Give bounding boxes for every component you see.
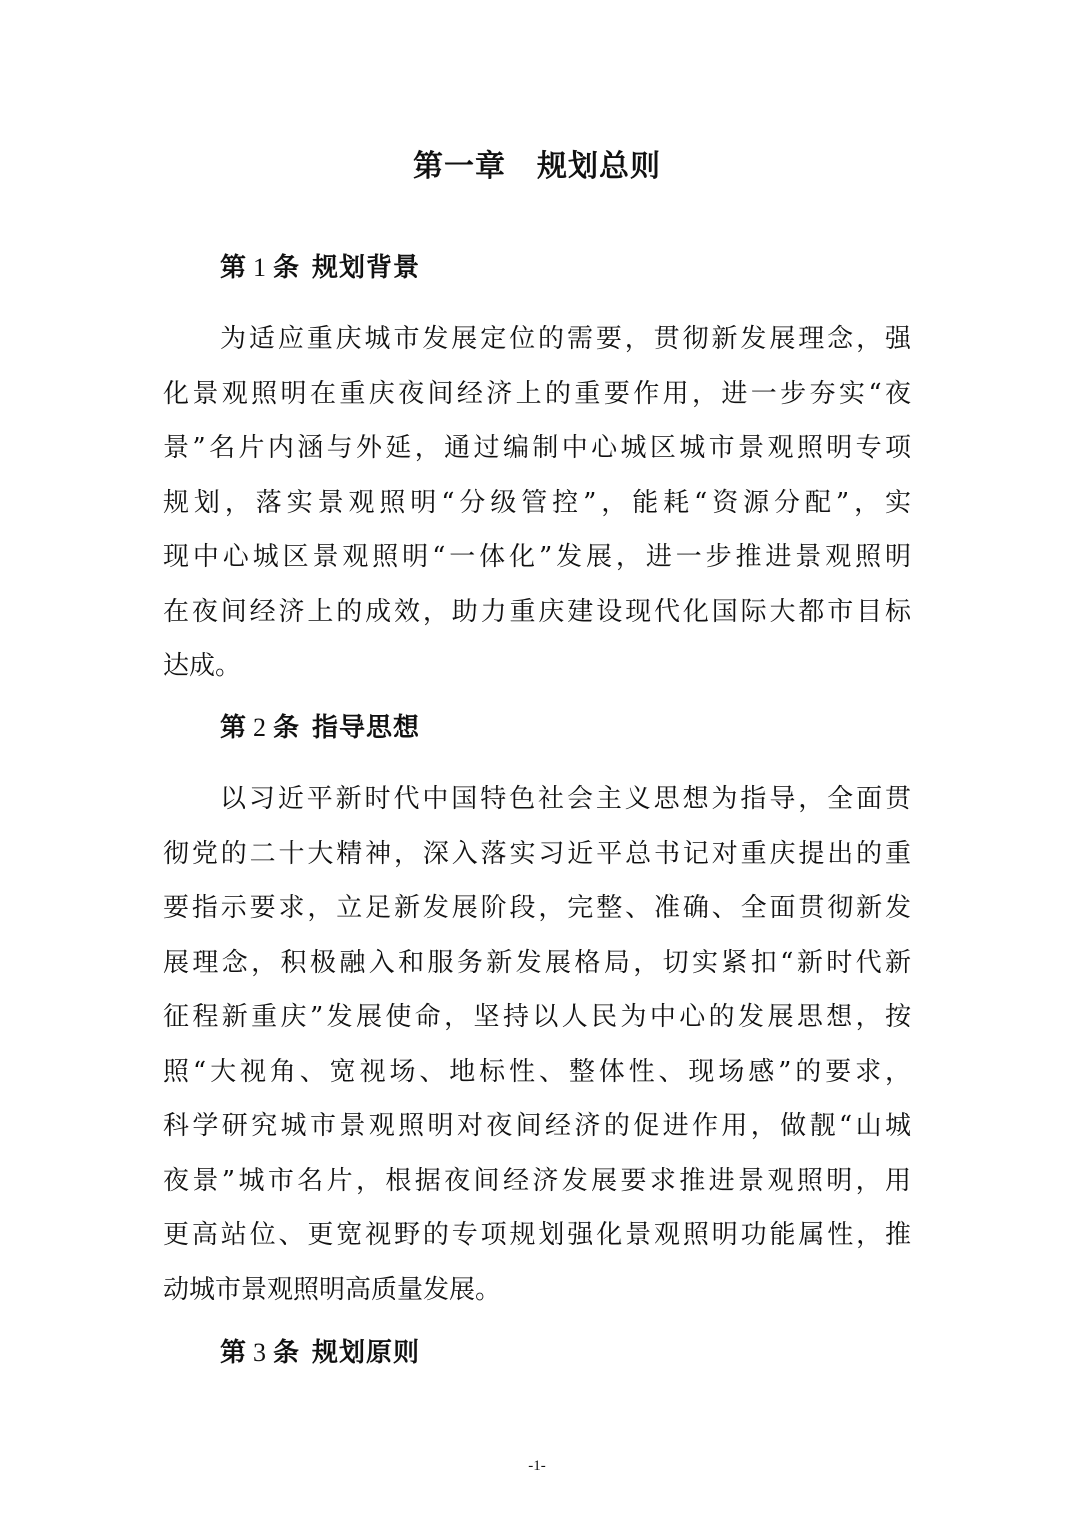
paragraph-line: 达成。 [163, 651, 242, 681]
article-prefix: 第 [220, 253, 248, 283]
article-1-paragraph [163, 312, 911, 694]
article-suffix: 条 [273, 253, 301, 283]
article-title: 规划背景 [312, 253, 421, 283]
paragraph-line: 化景观照明在重庆夜间经济上的重要作用，进一步夯实“夜 [163, 378, 911, 409]
paragraph-line: 彻党的二十大精神，深入落实习近平总书记对重庆提出的重 [163, 838, 911, 869]
paragraph-line: 以习近平新时代中国特色社会主义思想为指导，全面贯 [220, 784, 911, 814]
article-title: 规划原则 [312, 1338, 421, 1368]
page-number: -1- [528, 1458, 546, 1474]
paragraph-line: 展理念，积极融入和服务新发展格局，切实紧扣“新时代新 [163, 947, 911, 978]
paragraph-line: 在夜间经济上的成效，助力重庆建设现代化国际大都市目标 [163, 596, 911, 627]
paragraph-line: 科学研究城市景观照明对夜间经济的促进作用，做靓“山城 [163, 1111, 911, 1141]
article-number: 2 [253, 713, 268, 742]
paragraph-line: 照“大视角、宽视场、地标性、整体性、现场感”的要求， [163, 1056, 911, 1087]
article-suffix: 条 [273, 713, 301, 743]
article-number: 3 [253, 1338, 268, 1367]
article-2-paragraph [163, 772, 911, 1317]
article-prefix: 第 [220, 1338, 248, 1368]
paragraph-line: 景”名片内涵与外延，通过编制中心城区城市景观照明专项 [163, 433, 911, 463]
paragraph-line: 夜景”城市名片，根据夜间经济发展要求推进景观照明，用 [163, 1165, 911, 1196]
paragraph-line: 动城市景观照明高质量发展。 [163, 1274, 502, 1305]
paragraph-line: 为适应重庆城市发展定位的需要，贯彻新发展理念，强 [220, 324, 911, 354]
article-3-heading [220, 1333, 920, 1373]
article-2-heading [220, 708, 920, 748]
article-number: 1 [253, 253, 268, 282]
paragraph-line: 规划，落实景观照明“分级管控”，能耗“资源分配”，实 [163, 487, 911, 518]
article-1-heading [220, 248, 920, 288]
article-title: 指导思想 [312, 713, 421, 743]
paragraph-line: 现中心城区景观照明“一体化”发展，进一步推进景观照明 [163, 542, 911, 572]
paragraph-line: 要指示要求，立足新发展阶段，完整、准确、全面贯彻新发 [163, 893, 911, 923]
paragraph-line: 更高站位、更宽视野的专项规划强化景观照明功能属性，推 [163, 1220, 911, 1250]
article-prefix: 第 [220, 713, 248, 743]
paragraph-line: 征程新重庆”发展使命，坚持以人民为中心的发展思想，按 [163, 1002, 911, 1032]
chapter-title: 第一章 规划总则 [413, 149, 661, 184]
article-suffix: 条 [273, 1338, 301, 1368]
